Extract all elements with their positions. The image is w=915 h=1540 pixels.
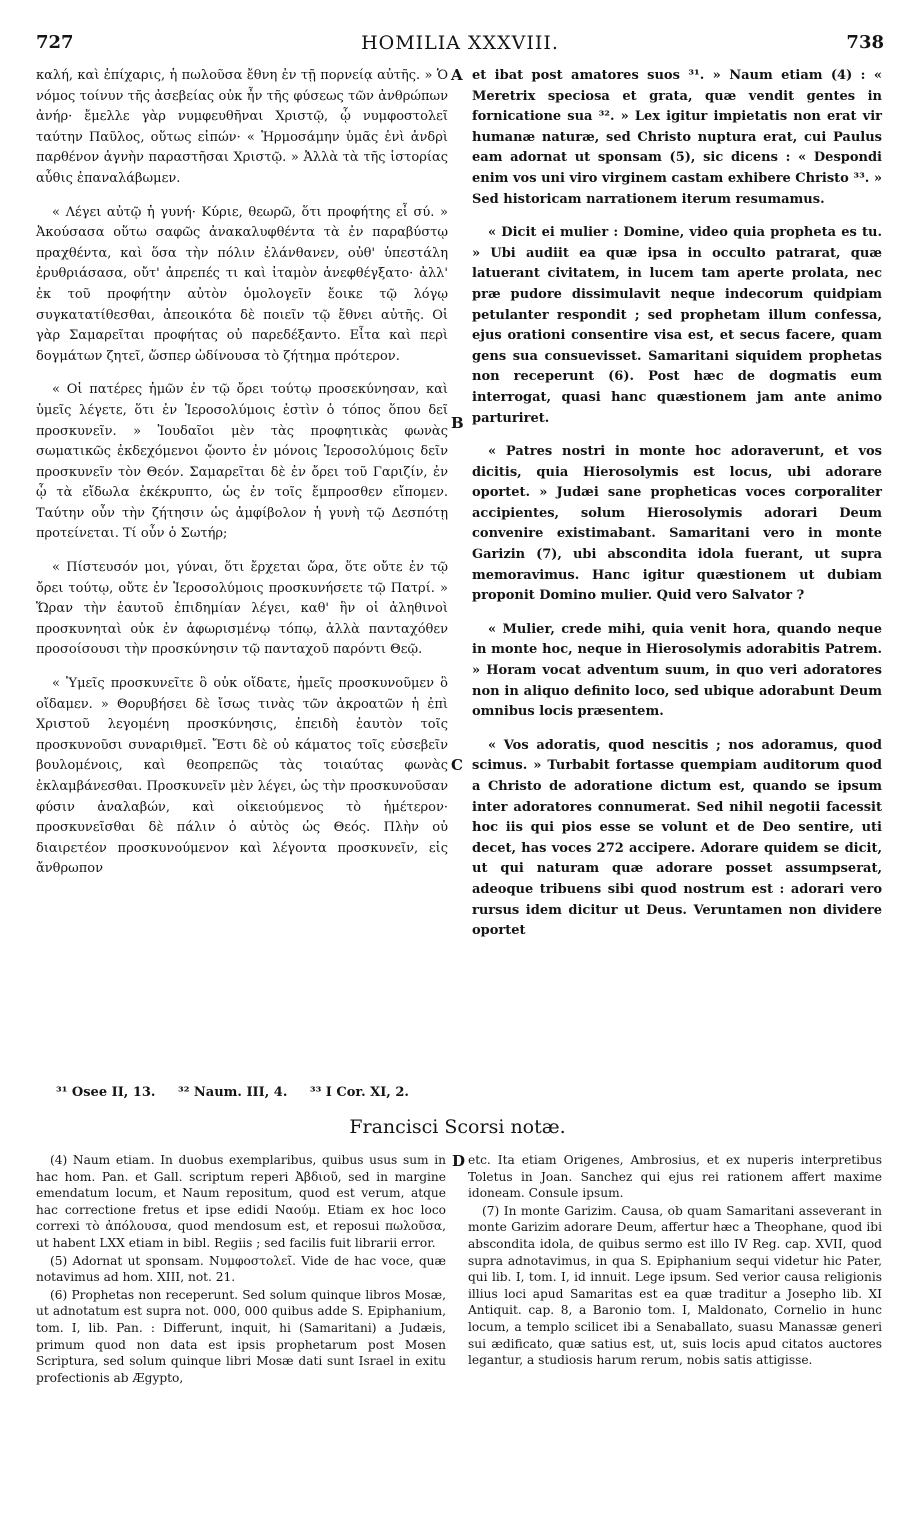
latin-paragraph: « Vos adoratis, quod nescitis ; nos adoramus, quod scimus. » Turbabit fortasse quempiam auditorum quod a Christo de adoratione dictum est, quando se ipsum inter adoratores connumerat. Sed nihil negotii facessit hoc iis qui pios esse se volunt et de Deo sentire, uti decet, has voces 272 accipere. Adorare quidem se dicit, ut qui naturam quæ adorare posset assumpserat, adeoque tribuens sibi quod nostrum est : adorari vero rursus idem dicitur ut Deus. Veruntamen non dividere oportet [472, 737, 882, 939]
footnotes [56, 1085, 476, 1100]
note-paragraph: (6) Prophetas non receperunt. Sed solum quinque libros Mosæ, ut adnotatum est supra not. 000, 000 quibus adde S. Epiphanium, tom. I, lib. Pan. : Differunt, inquit, hi (Samaritani) a Judæis, primum quod non data est ipsis prophetarum post Mosen Scriptura, sed solum quinque libri Mosæ dati sunt Israel in exitu profectionis ab Ægypto, [36, 1287, 446, 1385]
greek-paragraph: « Οἱ πατέρες ἡμῶν ἐν τῷ ὄρει τούτῳ προσεκύνησαν, καὶ ὑμεῖς λέγετε, ὅτι ἐν Ἱεροσολύμοις ἐστὶν ὁ τόπος ὅπου δεῖ προσκυνεῖν. » Ἰουδαῖοι μὲν τὰς προφητικὰς φωνὰς σωματικῶς ἐκδεχόμενοι ᾤοντο ἐν μόνοις Ἱεροσολύμοις δεῖν προσκυνεῖν τὸν Θεόν. Σαμαρεῖται δὲ ἐν ὄρει τοῦ Γαριζίν, ἐν ᾧ τὰ εἴδωλα ἐκέκρυπτο, ὡς ἐν τοῖς ἔμπροσθεν εἴπομεν. Ταύτην οὖν τὴν ζήτησιν ὡς ἀμφίβολον ἡ γυνὴ τῷ Δεσπότῃ προτείνεται. Τί οὖν ὁ Σωτήρ; [36, 382, 448, 542]
margin-marker-d: D [452, 1152, 466, 1170]
footnote: ³¹ Osee II, 13. [56, 1085, 156, 1100]
note-paragraph: etc. Ita etiam Origenes, Ambrosius, et ex nuperis interpretibus Toletus in Joan. Sanchez qui ejus rei rationem affert maxime idoneam. Consule ipsum. [468, 1153, 882, 1201]
latin-paragraph: « Mulier, crede mihi, quia venit hora, quando neque in monte hoc, neque in Hierosolymis adorabitis Patrem. » Horam vocat adventum suum, in quo veri adoratores non in aliquo definito loco, sed ubique adorabunt Deum omnibus locis præsentem. [472, 621, 882, 720]
margin-marker-a: A [451, 66, 463, 84]
latin-paragraph: « Patres nostri in monte hoc adoraverunt, et vos dicitis, quia Hierosolymis est locus, ubi adorare oportet. » Judæi sane propheticas voces corporaliter accipientes, solum Hierosolymis adorari Deum convenire existimabant. Samaritani vero in monte Garizin (7), ubi abscondita idola fuerant, ut supra memoravimus. Hanc igitur quæstionem ut dubiam proponit Domino mulier. Quid vero Salvator ? [472, 444, 882, 604]
greek-paragraph: καλή, καὶ ἐπίχαρις, ἡ πωλοῦσα ἔθνη ἐν τῇ πορνείᾳ αὐτῆς. » Ὁ νόμος τοίνυν τῆς ἀσεβείας οὐκ ἦν τῆς φύσεως τῶν ἀνθρώπων ἀνήρ· ἔμελλε γὰρ νυμφευθῆναι Χριστῷ, ᾧ νυμφοστολεῖ ταύτην Παῦλος, οὕτως εἰπών· « Ἡρμοσάμην ὑμᾶς ἑνὶ ἀνδρὶ παρθένον ἁγνὴν παραστῆσαι Χριστῷ. » Ἀλλὰ τὰ τῆς ἱστορίας αὖθις ἐπαναλάβωμεν. [36, 68, 448, 186]
notes-left-column [36, 1152, 446, 1387]
margin-marker-b: B [451, 414, 464, 432]
greek-paragraph: « Λέγει αὐτῷ ἡ γυνή· Κύριε, θεωρῶ, ὅτι προφήτης εἶ σύ. » Ἀκούσασα οὕτω σαφῶς ἀνακαλυφθέντα τὰ ἐν παραβύστῳ πραχθέντα, καὶ ὅσα τὴν πόλιν ἐλάνθανεν, οὐθ' ὑπεστάλη ἐρυθριάσασα, οὔτ' ἀπρεπές τι καὶ ἰταμὸν ἀνεφθέγξατο· ἀλλ' ἐκ τοῦ προφήτην αὐτὸν ὁμολογεῖν ἔοικε τῷ λόγῳ συγκατατίθεσθαι, ἀπεοικότα δὲ ποιεῖν τῷ ἔθνει αὐτῆς. Οἱ γὰρ Σαμαρεῖται προφήτας οὐ παρεδέξαντο. Εἶτα καὶ περὶ δογμάτων ζητεῖ, ὥσπερ ὠδίνουσα τὸ ζήτημα πρότερον. [36, 204, 448, 364]
latin-column [472, 66, 882, 955]
note-paragraph: (4) Naum etiam. In duobus exemplaribus, quibus usus sum in hac hom. Pan. et Gall. scriptum reperi Ἀβδιοῦ, sed in margine emendatum locum, et Naum repositum, quod est verum, atque hac correctione fretus et ipse edidi Ναούμ. Etiam ex hoc loco correxi τὸ ἀπόλουσα, quod mendosum est, et reposui πωλοῦσα, ut habent LXX etiam in bibl. Regiis ; sed facilis fuit librarii error. [36, 1153, 446, 1250]
latin-paragraph: et ibat post amatores suos ³¹. » Naum etiam (4) : « Meretrix speciosa et grata, quæ vendit gentes in fornicatione sua ³². » Lex igitur impietatis non erat vir humanæ naturæ, sed Christo nuptura erat, cui Paulus eam adornat ut sponsam (5), sic dicens : « Despondi enim vos uni viro virginem castam exhibere Christo ³³. » Sed historicam narrationem iterum resumamus. [472, 68, 882, 207]
running-header [30, 32, 890, 56]
note-paragraph: (7) In monte Garizim. Causa, ob quam Samaritani asseverant in monte Garizim adorare Deum, affertur hæc a Theophane, quod ibi abscondita idola, de quibus sermo est illo IV Reg. cap. XVII, quod supra adnotavimus, in qua S. Epiphanium sequi videtur hic Pater, qui lib. I, tom. I, id innuit. Lege ipsum. Sed verior causa religionis illius loci apud Samaritas est ea quæ traditur a Josepho lib. XI Antiquit. cap. 8, a Baronio tom. I, Maldonato, Cornelio in hunc locum, a templo scilicet ibi a Senaballato, suasu Manassæ generi sui ædificato, quæ satius est, ut, suis locis apud citatos auctores legantur, a studiosis harum rerum, nobis satis attigisse. [468, 1203, 882, 1368]
greek-paragraph: « Πίστευσόν μοι, γύναι, ὅτι ἔρχεται ὥρα, ὅτε οὔτε ἐν τῷ ὄρει τούτῳ, οὔτε ἐν Ἱεροσολύμοις προσκυνήσετε τῷ Πατρί. » Ὥραν τὴν ἑαυτοῦ ἐπιδημίαν λέγει, καθ' ἣν οἱ ἀληθινοὶ προσκυνηταὶ οὐκ ἐν ἀφωρισμένῳ τόπῳ, ἀλλὰ πανταχόθεν προσοίσουσι τὴν προσκύνησιν τῷ πανταχοῦ παρόντι Θεῷ. [36, 560, 448, 658]
notes-title: Francisci Scorsi notæ. [349, 1116, 566, 1138]
margin-marker-c: C [451, 756, 463, 774]
footnote: ³³ I Cor. XI, 2. [309, 1085, 409, 1100]
greek-column [36, 66, 448, 893]
notes-right-column [468, 1152, 882, 1370]
page-number-left: 727 [36, 32, 74, 53]
latin-paragraph: « Dicit ei mulier : Domine, video quia propheta es tu. » Ubi audiit ea quæ ipsa in occulto patrarat, quæ latuerant civitatem, in lucem tam aperte prolata, nec præ pudore dissimulavit neque indecorum quidpiam petulanter respondit ; sed prophetam illum confessa, ejus orationi consentire visa est, et secus facere, quam gens sua consuevisset. Samaritani siquidem prophetas non receperunt (6). Post hæc de dogmatis eum interrogat, quasi hanc quæstionem jam ante animo parturiret. [472, 225, 882, 426]
running-title: HOMILIA XXXVIII. [361, 32, 559, 54]
footnote: ³² Naum. III, 4. [178, 1085, 288, 1100]
greek-paragraph: « Ὑμεῖς προσκυνεῖτε ὃ οὐκ οἴδατε, ἡμεῖς προσκυνοῦμεν ὃ οἴδαμεν. » Θορυβήσει δὲ ἴσως τινὰς τῶν ἀκροατῶν ἡ ἐπὶ Χριστοῦ λεγομένη προσκύνησις, ἐπειδὴ ἑαυτὸν τοῖς προσκυνοῦσι συναριθμεῖ. Ἔστι δὲ οὐ κάματος τοῖς εὐσεβεῖν βουλομένοις, καὶ θεοπρεπῶς τὰς τοιαύτας φωνὰς ἐκλαμβάνεσθαι. Προσκυνεῖν μὲν λέγει, ὡς τὴν προσκυνοῦσαν φύσιν ἀναλαβών, καὶ οἰκειούμενος τὸ ἡμέτερον· προσκυνεῖσθαι δὲ πάλιν ὁ αὐτὸς ὡς Θεός. Πλὴν οὐ διαιρετέον προσκυνούμενον καὶ λέγοντα προσκυνεῖν, εἰς ἄνθρωπον [36, 676, 448, 877]
note-paragraph: (5) Adornat ut sponsam. Νυμφοστολεῖ. Vide de hac voce, quæ notavimus ad hom. XIII, not. 21. [36, 1253, 446, 1285]
page-number-right: 738 [846, 32, 884, 53]
